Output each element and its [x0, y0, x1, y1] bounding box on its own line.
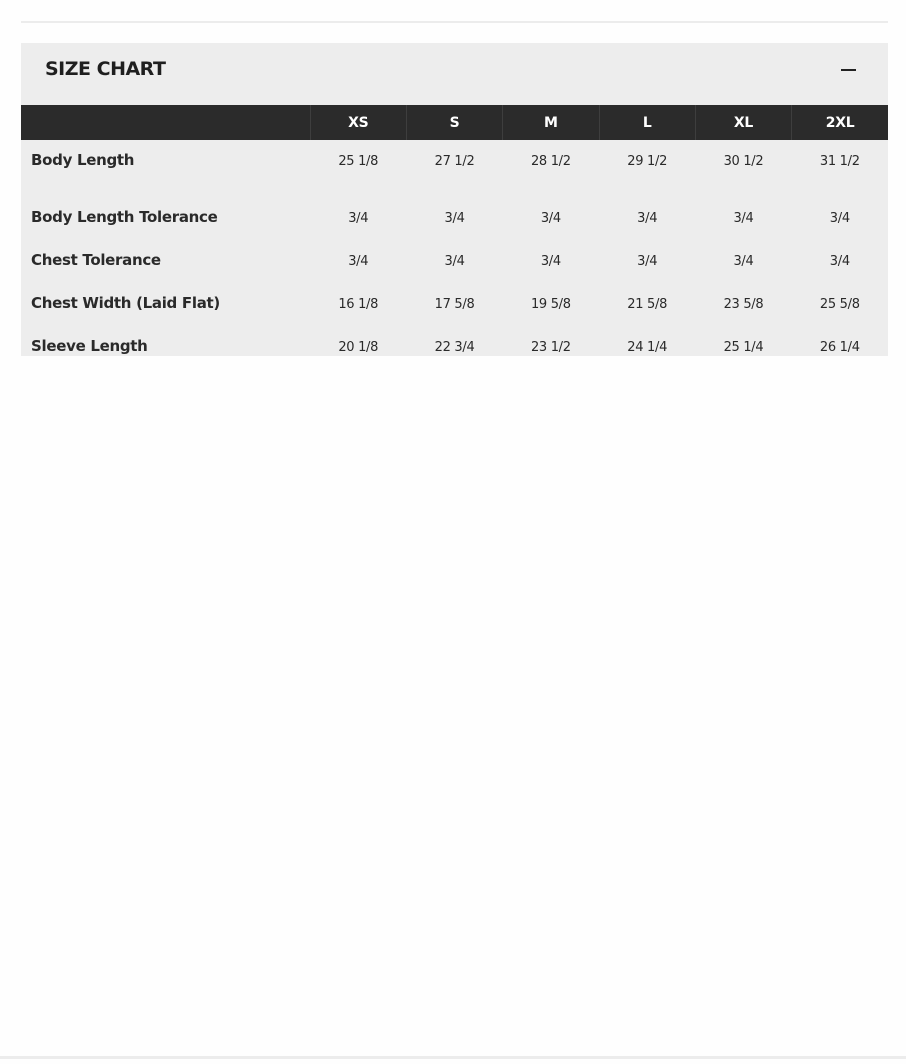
column-header-xs: XS: [310, 105, 406, 140]
table-cell: 3/4: [540, 211, 561, 226]
table-cell: 3/4: [348, 211, 369, 226]
table-cell: 31 1/2: [819, 154, 860, 169]
collapse-button[interactable]: [833, 59, 865, 83]
table-cell: 3/4: [637, 254, 658, 269]
top-divider: [21, 21, 888, 23]
table-cell: 21 5/8: [627, 297, 668, 312]
table-cell: 3/4: [348, 254, 369, 269]
table-cell: 29 1/2: [627, 154, 668, 169]
table-cell: 17 5/8: [434, 297, 475, 312]
accordion-header[interactable]: [21, 43, 888, 105]
accordion-title[interactable]: SIZE CHART: [45, 58, 166, 80]
table-cell: 3/4: [540, 254, 561, 269]
table-row: [21, 240, 888, 283]
row-label: Body Length Tolerance: [31, 208, 218, 226]
table-cell: 25 1/4: [723, 340, 764, 355]
table-cell: 25 1/8: [338, 154, 379, 169]
column-header-l: L: [599, 105, 695, 140]
table-cell: 3/4: [733, 211, 754, 226]
table-cell: 3/4: [444, 254, 465, 269]
table-cell: 19 5/8: [530, 297, 571, 312]
table-cell: 16 1/8: [338, 297, 379, 312]
column-header-label: [21, 105, 310, 140]
table-cell: 20 1/8: [338, 340, 379, 355]
table-header-row: [21, 105, 888, 140]
column-header-s: S: [406, 105, 502, 140]
table-cell: 23 5/8: [723, 297, 764, 312]
minus-icon: [841, 69, 856, 71]
table-cell: 27 1/2: [434, 154, 475, 169]
table-cell: 3/4: [444, 211, 465, 226]
size-chart-accordion: [21, 43, 888, 356]
table-cell: 26 1/4: [819, 340, 860, 355]
table-row: [21, 283, 888, 326]
row-label: Chest Tolerance: [31, 251, 161, 269]
column-header-xl: XL: [695, 105, 791, 140]
column-header-2xl: 2XL: [792, 105, 888, 140]
table-cell: 23 1/2: [530, 340, 571, 355]
table-row: [21, 326, 888, 369]
row-label: Body Length: [31, 151, 135, 169]
table-cell: 22 3/4: [434, 340, 475, 355]
size-table: [21, 105, 888, 369]
bottom-divider: [0, 1056, 906, 1059]
table-cell: 3/4: [733, 254, 754, 269]
row-label: Chest Width (Laid Flat): [31, 294, 220, 312]
table-cell: 3/4: [829, 211, 850, 226]
table-cell: 28 1/2: [530, 154, 571, 169]
table-cell: 24 1/4: [627, 340, 668, 355]
table-cell: 3/4: [829, 254, 850, 269]
table-cell: 3/4: [637, 211, 658, 226]
table-cell: 25 5/8: [819, 297, 860, 312]
table-cell: 30 1/2: [723, 154, 764, 169]
table-row: [21, 197, 888, 240]
column-header-m: M: [503, 105, 599, 140]
row-label: Sleeve Length: [31, 337, 148, 355]
table-row: [21, 140, 888, 197]
